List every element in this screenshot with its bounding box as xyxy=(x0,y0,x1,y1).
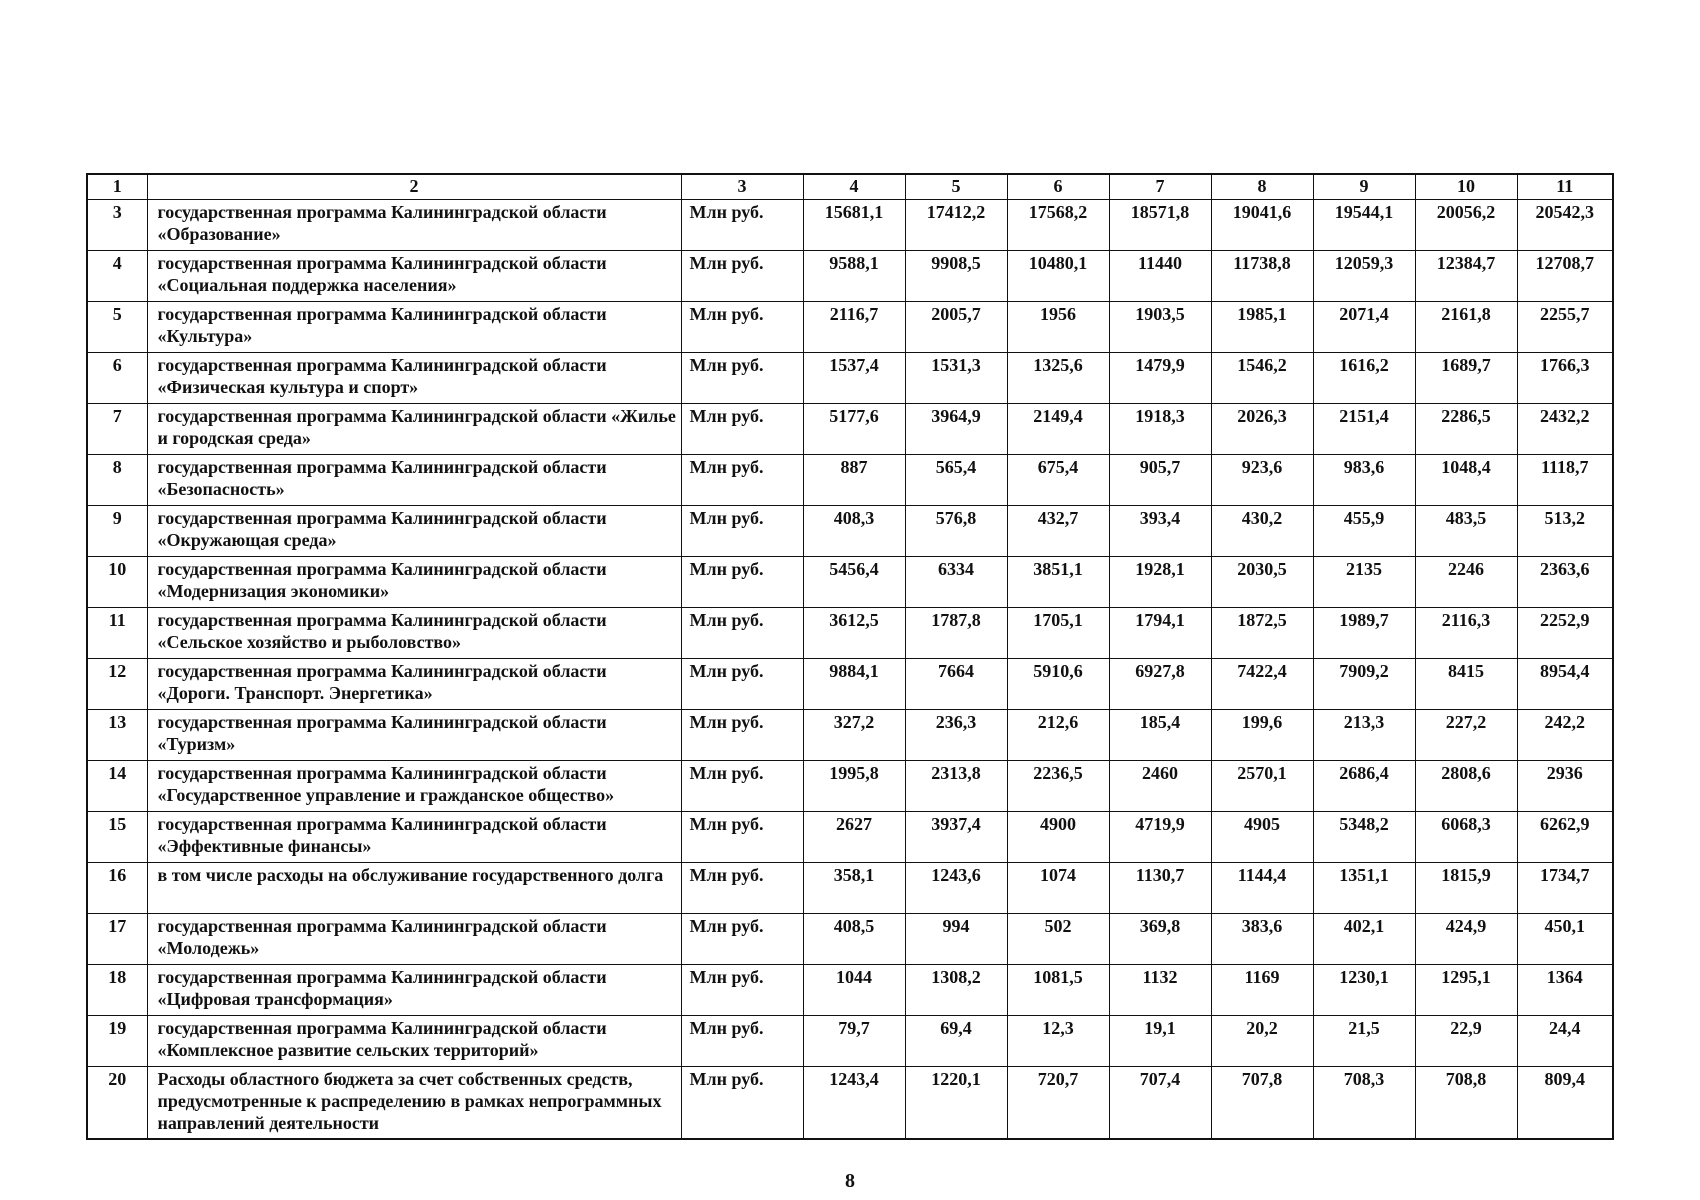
value-cell: 9884,1 xyxy=(803,659,905,710)
unit-cell: Млн руб. xyxy=(681,1016,803,1067)
program-name-cell: государственная программа Калининградской области «Модернизация экономики» xyxy=(147,557,681,608)
value-cell: 2936 xyxy=(1517,761,1613,812)
value-cell: 1243,6 xyxy=(905,863,1007,914)
value-cell: 1546,2 xyxy=(1211,353,1313,404)
table-row xyxy=(87,404,1613,455)
value-cell: 2236,5 xyxy=(1007,761,1109,812)
table-header-row xyxy=(87,174,1613,200)
value-cell: 18571,8 xyxy=(1109,200,1211,251)
value-cell: 17568,2 xyxy=(1007,200,1109,251)
value-cell: 502 xyxy=(1007,914,1109,965)
unit-cell: Млн руб. xyxy=(681,353,803,404)
value-cell: 1081,5 xyxy=(1007,965,1109,1016)
table-row xyxy=(87,1016,1613,1067)
unit-cell: Млн руб. xyxy=(681,761,803,812)
column-header-11: 11 xyxy=(1517,174,1613,200)
value-cell: 9908,5 xyxy=(905,251,1007,302)
column-header-9: 9 xyxy=(1313,174,1415,200)
value-cell: 69,4 xyxy=(905,1016,1007,1067)
unit-cell: Млн руб. xyxy=(681,506,803,557)
value-cell: 21,5 xyxy=(1313,1016,1415,1067)
value-cell: 2686,4 xyxy=(1313,761,1415,812)
value-cell: 6068,3 xyxy=(1415,812,1517,863)
value-cell: 1169 xyxy=(1211,965,1313,1016)
value-cell: 5456,4 xyxy=(803,557,905,608)
value-cell: 1351,1 xyxy=(1313,863,1415,914)
value-cell: 887 xyxy=(803,455,905,506)
value-cell: 432,7 xyxy=(1007,506,1109,557)
value-cell: 383,6 xyxy=(1211,914,1313,965)
unit-cell: Млн руб. xyxy=(681,965,803,1016)
value-cell: 369,8 xyxy=(1109,914,1211,965)
program-name-cell: государственная программа Калининградской области «Физическая культура и спорт» xyxy=(147,353,681,404)
value-cell: 19041,6 xyxy=(1211,200,1313,251)
value-cell: 10480,1 xyxy=(1007,251,1109,302)
value-cell: 2149,4 xyxy=(1007,404,1109,455)
value-cell: 1537,4 xyxy=(803,353,905,404)
value-cell: 1243,4 xyxy=(803,1067,905,1139)
value-cell: 513,2 xyxy=(1517,506,1613,557)
program-name-cell: Расходы областного бюджета за счет собственных средств, предусмотренные к распределению в рамках непрограммных направлений деятельности xyxy=(147,1067,681,1139)
value-cell: 3964,9 xyxy=(905,404,1007,455)
value-cell: 2286,5 xyxy=(1415,404,1517,455)
value-cell: 2005,7 xyxy=(905,302,1007,353)
value-cell: 4900 xyxy=(1007,812,1109,863)
program-name-cell: государственная программа Калининградской области «Цифровая трансформация» xyxy=(147,965,681,1016)
row-number-cell: 6 xyxy=(87,353,147,404)
row-number-cell: 15 xyxy=(87,812,147,863)
budget-table xyxy=(86,173,1614,1140)
value-cell: 11440 xyxy=(1109,251,1211,302)
value-cell: 1132 xyxy=(1109,965,1211,1016)
program-name-cell: государственная программа Калининградской области «Дороги. Транспорт. Энергетика» xyxy=(147,659,681,710)
row-number-cell: 5 xyxy=(87,302,147,353)
value-cell: 15681,1 xyxy=(803,200,905,251)
value-cell: 5348,2 xyxy=(1313,812,1415,863)
table-body xyxy=(87,200,1613,1139)
column-header-1: 1 xyxy=(87,174,147,200)
value-cell: 1220,1 xyxy=(905,1067,1007,1139)
value-cell: 12,3 xyxy=(1007,1016,1109,1067)
value-cell: 675,4 xyxy=(1007,455,1109,506)
table-row xyxy=(87,455,1613,506)
value-cell: 707,4 xyxy=(1109,1067,1211,1139)
table-row xyxy=(87,965,1613,1016)
unit-cell: Млн руб. xyxy=(681,812,803,863)
value-cell: 1734,7 xyxy=(1517,863,1613,914)
value-cell: 24,4 xyxy=(1517,1016,1613,1067)
value-cell: 708,3 xyxy=(1313,1067,1415,1139)
value-cell: 2627 xyxy=(803,812,905,863)
program-name-cell: государственная программа Калининградской области «Окружающая среда» xyxy=(147,506,681,557)
row-number-cell: 11 xyxy=(87,608,147,659)
row-number-cell: 10 xyxy=(87,557,147,608)
value-cell: 236,3 xyxy=(905,710,1007,761)
unit-cell: Млн руб. xyxy=(681,1067,803,1139)
value-cell: 1325,6 xyxy=(1007,353,1109,404)
value-cell: 708,8 xyxy=(1415,1067,1517,1139)
value-cell: 1815,9 xyxy=(1415,863,1517,914)
program-name-cell: государственная программа Калининградской области «Образование» xyxy=(147,200,681,251)
value-cell: 424,9 xyxy=(1415,914,1517,965)
value-cell: 6334 xyxy=(905,557,1007,608)
program-name-cell: государственная программа Калининградской области «Культура» xyxy=(147,302,681,353)
value-cell: 1989,7 xyxy=(1313,608,1415,659)
value-cell: 2246 xyxy=(1415,557,1517,608)
row-number-cell: 4 xyxy=(87,251,147,302)
value-cell: 22,9 xyxy=(1415,1016,1517,1067)
value-cell: 17412,2 xyxy=(905,200,1007,251)
value-cell: 1928,1 xyxy=(1109,557,1211,608)
unit-cell: Млн руб. xyxy=(681,302,803,353)
row-number-cell: 20 xyxy=(87,1067,147,1139)
value-cell: 8415 xyxy=(1415,659,1517,710)
value-cell: 1044 xyxy=(803,965,905,1016)
value-cell: 199,6 xyxy=(1211,710,1313,761)
value-cell: 79,7 xyxy=(803,1016,905,1067)
value-cell: 20056,2 xyxy=(1415,200,1517,251)
program-name-cell: государственная программа Калининградской области «Безопасность» xyxy=(147,455,681,506)
value-cell: 8954,4 xyxy=(1517,659,1613,710)
value-cell: 7422,4 xyxy=(1211,659,1313,710)
value-cell: 2252,9 xyxy=(1517,608,1613,659)
value-cell: 1295,1 xyxy=(1415,965,1517,1016)
row-number-cell: 7 xyxy=(87,404,147,455)
column-header-4: 4 xyxy=(803,174,905,200)
value-cell: 393,4 xyxy=(1109,506,1211,557)
value-cell: 2135 xyxy=(1313,557,1415,608)
row-number-cell: 16 xyxy=(87,863,147,914)
value-cell: 707,8 xyxy=(1211,1067,1313,1139)
value-cell: 242,2 xyxy=(1517,710,1613,761)
value-cell: 430,2 xyxy=(1211,506,1313,557)
table-row xyxy=(87,863,1613,914)
row-number-cell: 18 xyxy=(87,965,147,1016)
value-cell: 565,4 xyxy=(905,455,1007,506)
value-cell: 809,4 xyxy=(1517,1067,1613,1139)
value-cell: 3612,5 xyxy=(803,608,905,659)
value-cell: 20,2 xyxy=(1211,1016,1313,1067)
table-row xyxy=(87,710,1613,761)
table-row xyxy=(87,914,1613,965)
value-cell: 1364 xyxy=(1517,965,1613,1016)
value-cell: 2432,2 xyxy=(1517,404,1613,455)
column-header-10: 10 xyxy=(1415,174,1517,200)
value-cell: 1531,3 xyxy=(905,353,1007,404)
page-number: 8 xyxy=(845,1170,855,1192)
table-row xyxy=(87,761,1613,812)
value-cell: 483,5 xyxy=(1415,506,1517,557)
value-cell: 1479,9 xyxy=(1109,353,1211,404)
value-cell: 1689,7 xyxy=(1415,353,1517,404)
value-cell: 2026,3 xyxy=(1211,404,1313,455)
program-name-cell: государственная программа Калининградской области «Сельское хозяйство и рыболовство» xyxy=(147,608,681,659)
program-name-cell: государственная программа Калининградской области «Государственное управление и гражданское общество» xyxy=(147,761,681,812)
value-cell: 455,9 xyxy=(1313,506,1415,557)
unit-cell: Млн руб. xyxy=(681,404,803,455)
row-number-cell: 19 xyxy=(87,1016,147,1067)
value-cell: 1230,1 xyxy=(1313,965,1415,1016)
value-cell: 983,6 xyxy=(1313,455,1415,506)
value-cell: 227,2 xyxy=(1415,710,1517,761)
program-name-cell: государственная программа Калининградской области «Комплексное развитие сельских территорий» xyxy=(147,1016,681,1067)
table-row xyxy=(87,812,1613,863)
value-cell: 6927,8 xyxy=(1109,659,1211,710)
table-row xyxy=(87,608,1613,659)
value-cell: 19544,1 xyxy=(1313,200,1415,251)
value-cell: 358,1 xyxy=(803,863,905,914)
unit-cell: Млн руб. xyxy=(681,914,803,965)
unit-cell: Млн руб. xyxy=(681,659,803,710)
value-cell: 1985,1 xyxy=(1211,302,1313,353)
value-cell: 2116,7 xyxy=(803,302,905,353)
value-cell: 5177,6 xyxy=(803,404,905,455)
value-cell: 185,4 xyxy=(1109,710,1211,761)
column-header-3: 3 xyxy=(681,174,803,200)
value-cell: 3851,1 xyxy=(1007,557,1109,608)
value-cell: 1074 xyxy=(1007,863,1109,914)
column-header-7: 7 xyxy=(1109,174,1211,200)
column-header-6: 6 xyxy=(1007,174,1109,200)
unit-cell: Млн руб. xyxy=(681,608,803,659)
value-cell: 1956 xyxy=(1007,302,1109,353)
row-number-cell: 12 xyxy=(87,659,147,710)
value-cell: 576,8 xyxy=(905,506,1007,557)
value-cell: 7664 xyxy=(905,659,1007,710)
value-cell: 2808,6 xyxy=(1415,761,1517,812)
value-cell: 12059,3 xyxy=(1313,251,1415,302)
value-cell: 6262,9 xyxy=(1517,812,1613,863)
table-row xyxy=(87,353,1613,404)
value-cell: 1616,2 xyxy=(1313,353,1415,404)
column-header-5: 5 xyxy=(905,174,1007,200)
value-cell: 1144,4 xyxy=(1211,863,1313,914)
unit-cell: Млн руб. xyxy=(681,863,803,914)
value-cell: 1787,8 xyxy=(905,608,1007,659)
value-cell: 408,3 xyxy=(803,506,905,557)
value-cell: 450,1 xyxy=(1517,914,1613,965)
table-row xyxy=(87,1067,1613,1139)
value-cell: 327,2 xyxy=(803,710,905,761)
value-cell: 2071,4 xyxy=(1313,302,1415,353)
value-cell: 19,1 xyxy=(1109,1016,1211,1067)
value-cell: 2151,4 xyxy=(1313,404,1415,455)
value-cell: 1308,2 xyxy=(905,965,1007,1016)
value-cell: 12384,7 xyxy=(1415,251,1517,302)
row-number-cell: 13 xyxy=(87,710,147,761)
value-cell: 720,7 xyxy=(1007,1067,1109,1139)
table-row xyxy=(87,302,1613,353)
value-cell: 905,7 xyxy=(1109,455,1211,506)
table-row xyxy=(87,659,1613,710)
column-header-2: 2 xyxy=(147,174,681,200)
program-name-cell: государственная программа Калининградской области «Туризм» xyxy=(147,710,681,761)
unit-cell: Млн руб. xyxy=(681,557,803,608)
value-cell: 5910,6 xyxy=(1007,659,1109,710)
value-cell: 994 xyxy=(905,914,1007,965)
unit-cell: Млн руб. xyxy=(681,455,803,506)
value-cell: 4719,9 xyxy=(1109,812,1211,863)
value-cell: 3937,4 xyxy=(905,812,1007,863)
unit-cell: Млн руб. xyxy=(681,200,803,251)
value-cell: 9588,1 xyxy=(803,251,905,302)
value-cell: 2313,8 xyxy=(905,761,1007,812)
row-number-cell: 3 xyxy=(87,200,147,251)
value-cell: 1903,5 xyxy=(1109,302,1211,353)
value-cell: 4905 xyxy=(1211,812,1313,863)
unit-cell: Млн руб. xyxy=(681,251,803,302)
value-cell: 402,1 xyxy=(1313,914,1415,965)
value-cell: 212,6 xyxy=(1007,710,1109,761)
program-name-cell: государственная программа Калининградской области «Эффективные финансы» xyxy=(147,812,681,863)
value-cell: 923,6 xyxy=(1211,455,1313,506)
value-cell: 1766,3 xyxy=(1517,353,1613,404)
program-name-cell: государственная программа Калининградской области «Социальная поддержка населения» xyxy=(147,251,681,302)
row-number-cell: 8 xyxy=(87,455,147,506)
program-name-cell: в том числе расходы на обслуживание государственного долга xyxy=(147,863,681,914)
table-row xyxy=(87,200,1613,251)
value-cell: 11738,8 xyxy=(1211,251,1313,302)
value-cell: 1918,3 xyxy=(1109,404,1211,455)
value-cell: 1872,5 xyxy=(1211,608,1313,659)
program-name-cell: государственная программа Калининградской области «Молодежь» xyxy=(147,914,681,965)
unit-cell: Млн руб. xyxy=(681,710,803,761)
value-cell: 7909,2 xyxy=(1313,659,1415,710)
value-cell: 213,3 xyxy=(1313,710,1415,761)
value-cell: 1048,4 xyxy=(1415,455,1517,506)
value-cell: 2255,7 xyxy=(1517,302,1613,353)
value-cell: 2363,6 xyxy=(1517,557,1613,608)
value-cell: 2161,8 xyxy=(1415,302,1517,353)
row-number-cell: 9 xyxy=(87,506,147,557)
value-cell: 1794,1 xyxy=(1109,608,1211,659)
value-cell: 2030,5 xyxy=(1211,557,1313,608)
value-cell: 408,5 xyxy=(803,914,905,965)
value-cell: 1118,7 xyxy=(1517,455,1613,506)
program-name-cell: государственная программа Калининградской области «Жилье и городская среда» xyxy=(147,404,681,455)
value-cell: 2570,1 xyxy=(1211,761,1313,812)
table-row xyxy=(87,557,1613,608)
value-cell: 20542,3 xyxy=(1517,200,1613,251)
value-cell: 12708,7 xyxy=(1517,251,1613,302)
value-cell: 2460 xyxy=(1109,761,1211,812)
table-row xyxy=(87,251,1613,302)
value-cell: 1705,1 xyxy=(1007,608,1109,659)
value-cell: 1995,8 xyxy=(803,761,905,812)
value-cell: 2116,3 xyxy=(1415,608,1517,659)
table-row xyxy=(87,506,1613,557)
column-header-8: 8 xyxy=(1211,174,1313,200)
row-number-cell: 17 xyxy=(87,914,147,965)
value-cell: 1130,7 xyxy=(1109,863,1211,914)
row-number-cell: 14 xyxy=(87,761,147,812)
